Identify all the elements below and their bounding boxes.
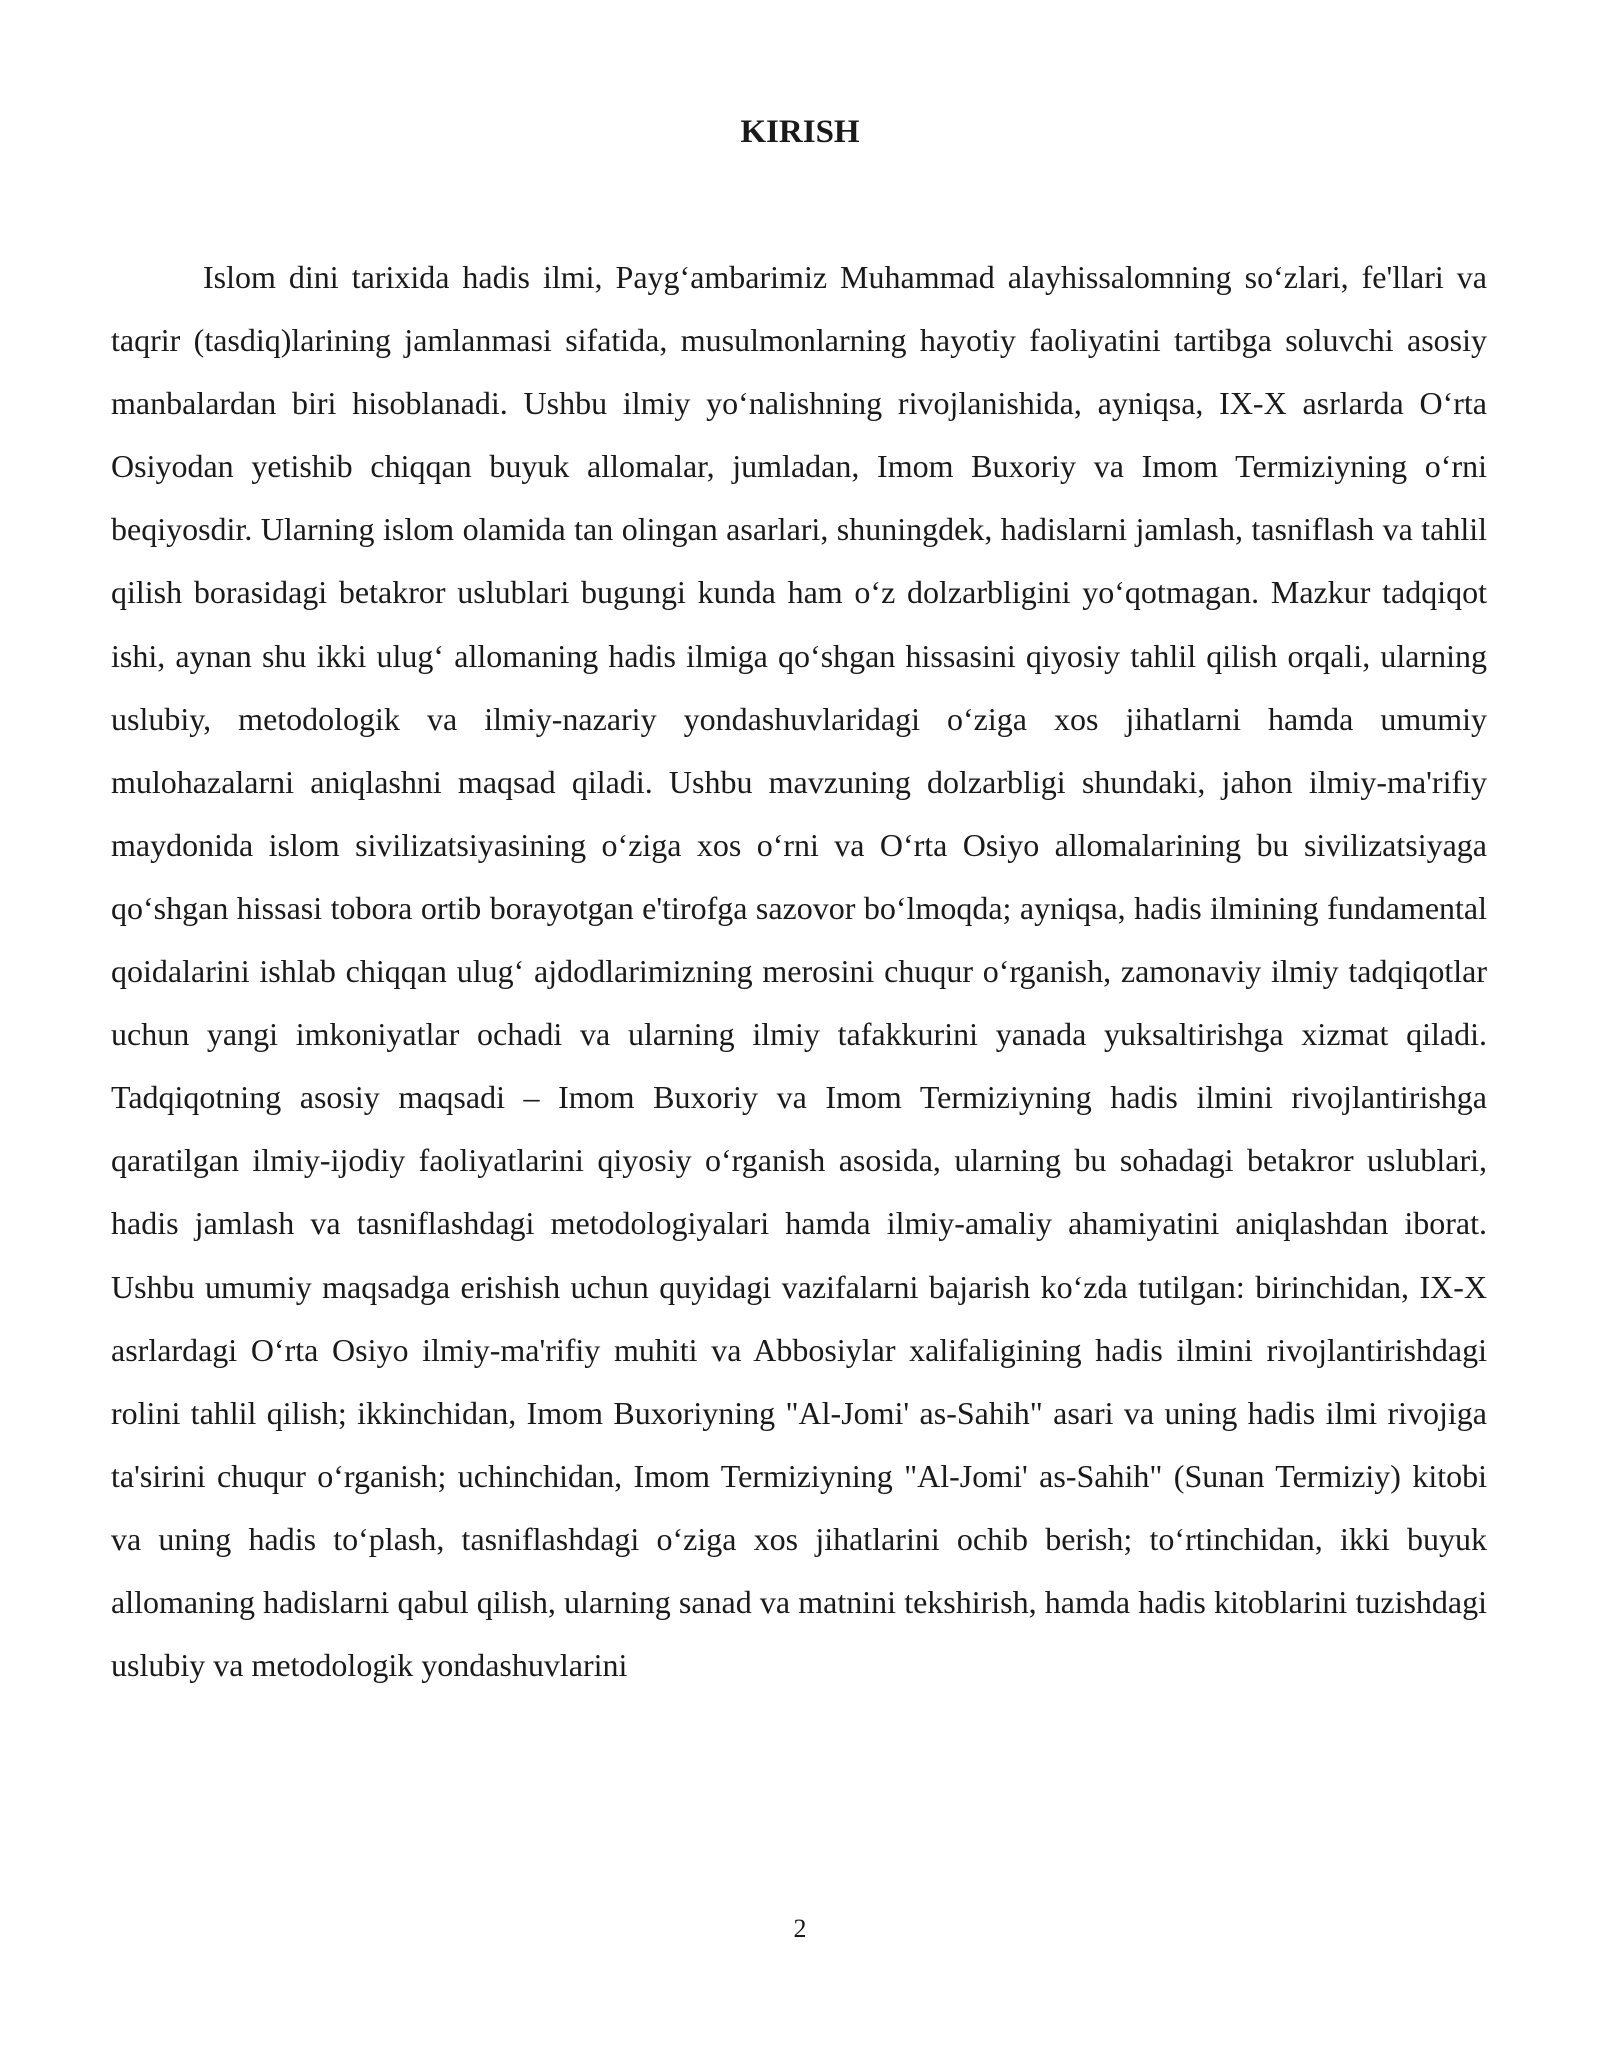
body-paragraph: Islom dini tarixida hadis ilmi, Payg‘ambarimiz Muhammad alayhissalomning so‘zlari, fe'llari va taqrir (tasdiq)larining jamlanmasi sifatida, musulmonlarning hayotiy faoliyatini tartibga soluvchi asosiy manbalardan biri hisoblanadi. Ushbu ilmiy yo‘nalishning rivojlanishida, ayniqsa, IX-X asrlarda O‘rta Osiyodan yetishib chiqqan buyuk allomalar, jumladan, Imom Buxoriy va Imom Termiziyning o‘rni beqiyosdir. Ularning islom olamida tan olingan asarlari, shuningdek, hadislarni jamlash, tasniflash va tahlil qilish borasidagi betakror uslublari bugungi kunda ham o‘z dolzarbligini yo‘qotmagan. Mazkur tadqiqot ishi, aynan shu ikki ulug‘ allomaning hadis ilmiga qo‘shgan hissasini qiyosiy tahlil qilish orqali, ularning uslubiy, metodologik va ilmiy-nazariy yondashuvlaridagi o‘ziga xos jihatlarni hamda umumiy mulohazalarni aniqlashni maqsad qiladi. Ushbu mavzuning dolzarbligi shundaki, jahon ilmiy-ma'rifiy maydonida islom sivilizatsiyasining o‘ziga xos o‘rni va O‘rta Osiyo allomalarining bu sivilizatsiyaga qo‘shgan hissasi tobora ortib borayotgan e'tirofga sazovor bo‘lmoqda; ayniqsa, hadis ilmining fundamental qoidalarini ishlab chiqqan ulug‘ ajdodlarimizning merosini chuqur o‘rganish, zamonaviy ilmiy tadqiqotlar uchun yangi imkoniyatlar ochadi va ularning ilmiy tafakkurini yanada yuksaltirishga xizmat qiladi. Tadqiqotning asosiy maqsadi – Imom Buxoriy va Imom Termiziyning hadis ilmini rivojlantirishga qaratilgan ilmiy-ijodiy faoliyatlarini qiyosiy o‘rganish asosida, ularning bu sohadagi betakror uslublari, hadis jamlash va tasniflashdagi metodologiyalari hamda ilmiy-amaliy ahamiyatini aniqlashdan iborat. Ushbu umumiy maqsadga erishish uchun quyidagi vazifalarni bajarish ko‘zda tutilgan: birinchidan, IX-X asrlardagi O‘rta Osiyo ilmiy-ma'rifiy muhiti va Abbosiylar xalifaligining hadis ilmini rivojlantirishdagi rolini tahlil qilish; ikkinchidan, Imom Buxoriyning "Al-Jomi' as-Sahih" asari va uning hadis ilmi rivojiga ta'sirini chuqur o‘rganish; uchinchidan, Imom Termiziyning "Al-Jomi' as-Sahih" (Sunan Termiziy) kitobi va uning hadis to‘plash, tasniflashdagi o‘ziga xos jihatlarini ochib berish; to‘rtinchidan, ikki buyuk allomaning hadislarni qabul qilish, ularning sanad va matnini tekshirish, hamda hadis kitoblarini tuzishdagi uslubiy va metodologik yondashuvlarini — [111, 259, 1487, 1684]
section-title: KIRISH — [740, 114, 860, 150]
page-number: 2 — [793, 1914, 807, 1943]
